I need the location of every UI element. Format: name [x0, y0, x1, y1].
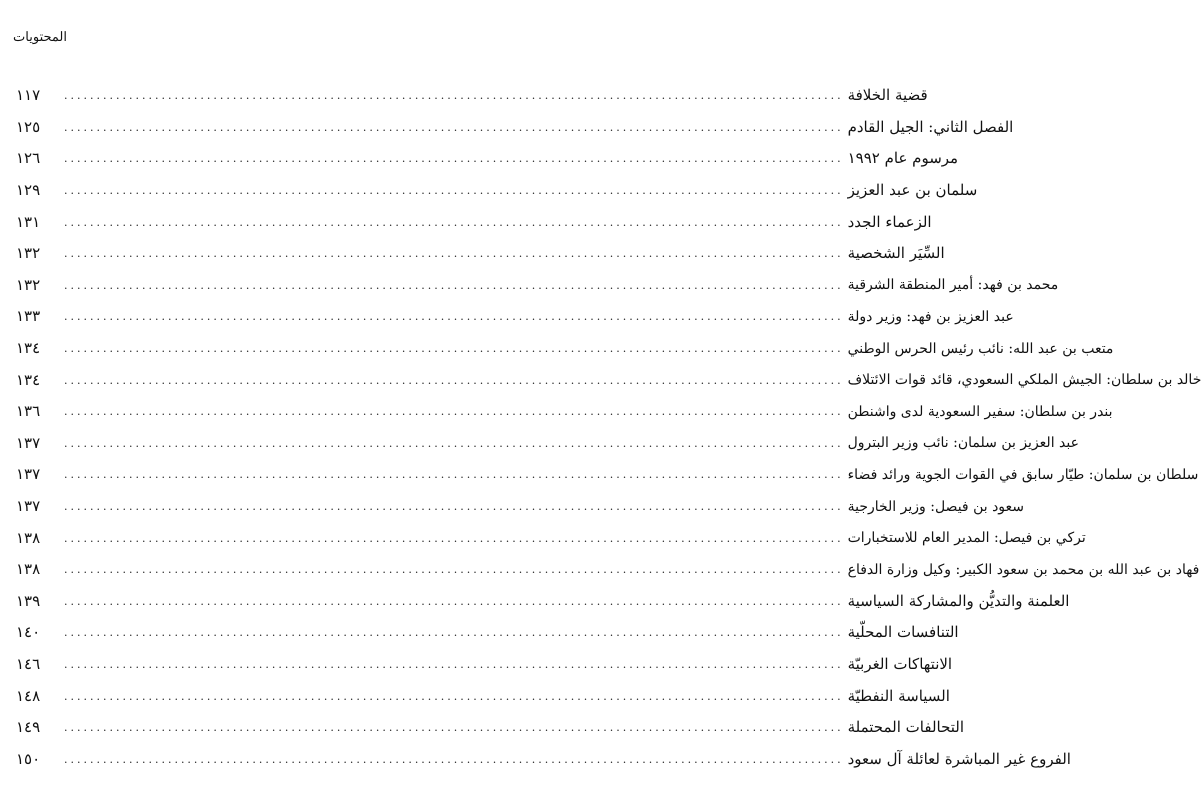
toc-entry	[16, 554, 1200, 586]
dot-leader: ........................................................................................................................	[64, 657, 844, 671]
toc-entry-title: فهاد بن عبد الله بن محمد بن سعود الكبير: وكيل وزارة الدفاع	[847, 561, 1200, 578]
dot-leader: ........................................................................................................................	[64, 310, 844, 324]
toc-page-number: ١٣٩	[16, 591, 41, 610]
toc-page-number: ١٤٦	[16, 654, 41, 673]
toc-page-number: ١٢٦	[16, 149, 41, 168]
toc-page-number: ١٣٢	[16, 244, 41, 263]
toc-page-number: ١٤٠	[16, 623, 41, 642]
toc-entry-title: الانتهاكات الغربيّة	[847, 654, 953, 673]
dot-leader: ........................................................................................................................	[64, 247, 844, 261]
toc-entry	[16, 459, 1199, 491]
table-of-contents	[16, 80, 1201, 775]
dot-leader: ........................................................................................................................	[64, 120, 844, 134]
toc-entry-title: التحالفات المحتملة	[847, 718, 965, 737]
toc-page-number: ١٣٧	[16, 497, 41, 516]
toc-entry-title: سلطان بن سلمان: طيّار سابق في القوات الجوية ورائد فضاء	[847, 466, 1199, 483]
toc-page-number: ١٣٧	[16, 465, 41, 484]
dot-leader: ........................................................................................................................	[64, 689, 844, 703]
toc-entry	[16, 743, 1071, 775]
toc-entry-title: سعود بن فيصل: وزير الخارجية	[847, 498, 1025, 515]
toc-entry-title: التنافسات المحلّية	[847, 623, 959, 642]
toc-page-number: ١٣٤	[16, 339, 41, 358]
dot-leader: ........................................................................................................................	[64, 405, 844, 419]
toc-page-number: ١٣٨	[16, 528, 41, 547]
toc-entry-title: السياسة النفطيّة	[847, 686, 950, 705]
dot-leader: ........................................................................................................................	[64, 563, 844, 577]
toc-entry	[16, 617, 959, 649]
dot-leader: ........................................................................................................................	[64, 594, 844, 608]
dot-leader: ........................................................................................................................	[64, 436, 844, 450]
dot-leader: ........................................................................................................................	[64, 152, 844, 166]
dot-leader: ........................................................................................................................	[64, 278, 844, 292]
dot-leader: ........................................................................................................................	[64, 215, 844, 229]
toc-page-number: ١٣١	[16, 212, 41, 231]
dot-leader: ........................................................................................................................	[64, 184, 844, 198]
dot-leader: ........................................................................................................................	[64, 721, 844, 735]
toc-entry	[16, 80, 928, 112]
toc-page-number: ١٣٣	[16, 307, 41, 326]
toc-page-number: ١٣٦	[16, 402, 41, 421]
toc-entry-title: العلمنة والتديُّن والمشاركة السياسية	[847, 591, 1070, 610]
toc-entry	[16, 333, 1114, 365]
toc-page-number: ١٢٩	[16, 181, 41, 200]
toc-page-number: ١٣٤	[16, 370, 41, 389]
toc-entry-title: تركي بن فيصل: المدير العام للاستخبارات	[847, 530, 1086, 547]
toc-page-number: ١٤٨	[16, 686, 41, 705]
toc-entry-title: خالد بن سلطان: الجيش الملكي السعودي، قائد قوات الائتلاف	[847, 372, 1201, 389]
toc-entry-title: الفصل الثاني: الجيل القادم	[847, 117, 1014, 136]
dot-leader: ........................................................................................................................	[64, 342, 844, 356]
toc-entry-title: الزعماء الجدد	[847, 212, 932, 231]
toc-entry	[16, 364, 1201, 396]
toc-entry-title: محمد بن فهد: أمير المنطقة الشرقية	[847, 277, 1059, 294]
toc-entry	[16, 206, 932, 238]
toc-page-number: ١٣٢	[16, 275, 41, 294]
toc-entry-title: السِّيَر الشخصية	[847, 244, 945, 263]
dot-leader: ........................................................................................................................	[64, 468, 844, 482]
toc-entry	[16, 680, 950, 712]
dot-leader: ........................................................................................................................	[64, 752, 844, 766]
toc-entry	[16, 143, 959, 175]
toc-entry-title: سلمان بن عبد العزيز	[847, 181, 978, 200]
toc-entry	[16, 238, 945, 270]
toc-entry	[16, 586, 1070, 618]
toc-page-number: ١٤٩	[16, 718, 41, 737]
dot-leader: ........................................................................................................................	[64, 500, 844, 514]
toc-entry	[16, 175, 978, 207]
toc-entry	[16, 712, 965, 744]
toc-entry	[16, 491, 1025, 523]
toc-entry	[16, 428, 1079, 460]
toc-entry-title: مرسوم عام ١٩٩٢	[847, 149, 959, 168]
toc-entry-title: بندر بن سلطان: سفير السعودية لدى واشنطن	[847, 403, 1113, 420]
toc-entry-title: قضية الخلافة	[847, 86, 928, 105]
toc-page-number: ١٣٨	[16, 560, 41, 579]
toc-page-number: ١٥٠	[16, 749, 41, 768]
dot-leader: ........................................................................................................................	[64, 373, 844, 387]
dot-leader: ........................................................................................................................	[64, 89, 844, 103]
toc-entry-title: الفروع غير المباشرة لعائلة آل سعود	[847, 749, 1071, 768]
toc-entry	[16, 112, 1014, 144]
toc-entry	[16, 301, 1014, 333]
toc-entry	[16, 522, 1086, 554]
toc-page-number: ١٢٥	[16, 117, 41, 136]
toc-page-number: ١١٧	[16, 86, 41, 105]
dot-leader: ........................................................................................................................	[64, 626, 844, 640]
toc-entry	[16, 270, 1059, 302]
toc-entry-title: عبد العزيز بن فهد: وزير دولة	[847, 308, 1014, 325]
toc-entry-title: متعب بن عبد الله: نائب رئيس الحرس الوطني	[847, 340, 1114, 357]
dot-leader: ........................................................................................................................	[64, 531, 844, 545]
toc-entry-title: عبد العزيز بن سلمان: نائب وزير البترول	[847, 435, 1079, 452]
toc-entry	[16, 396, 1113, 428]
toc-entry	[16, 649, 953, 681]
toc-page-number: ١٣٧	[16, 433, 41, 452]
running-head: المحتويات	[13, 30, 67, 45]
